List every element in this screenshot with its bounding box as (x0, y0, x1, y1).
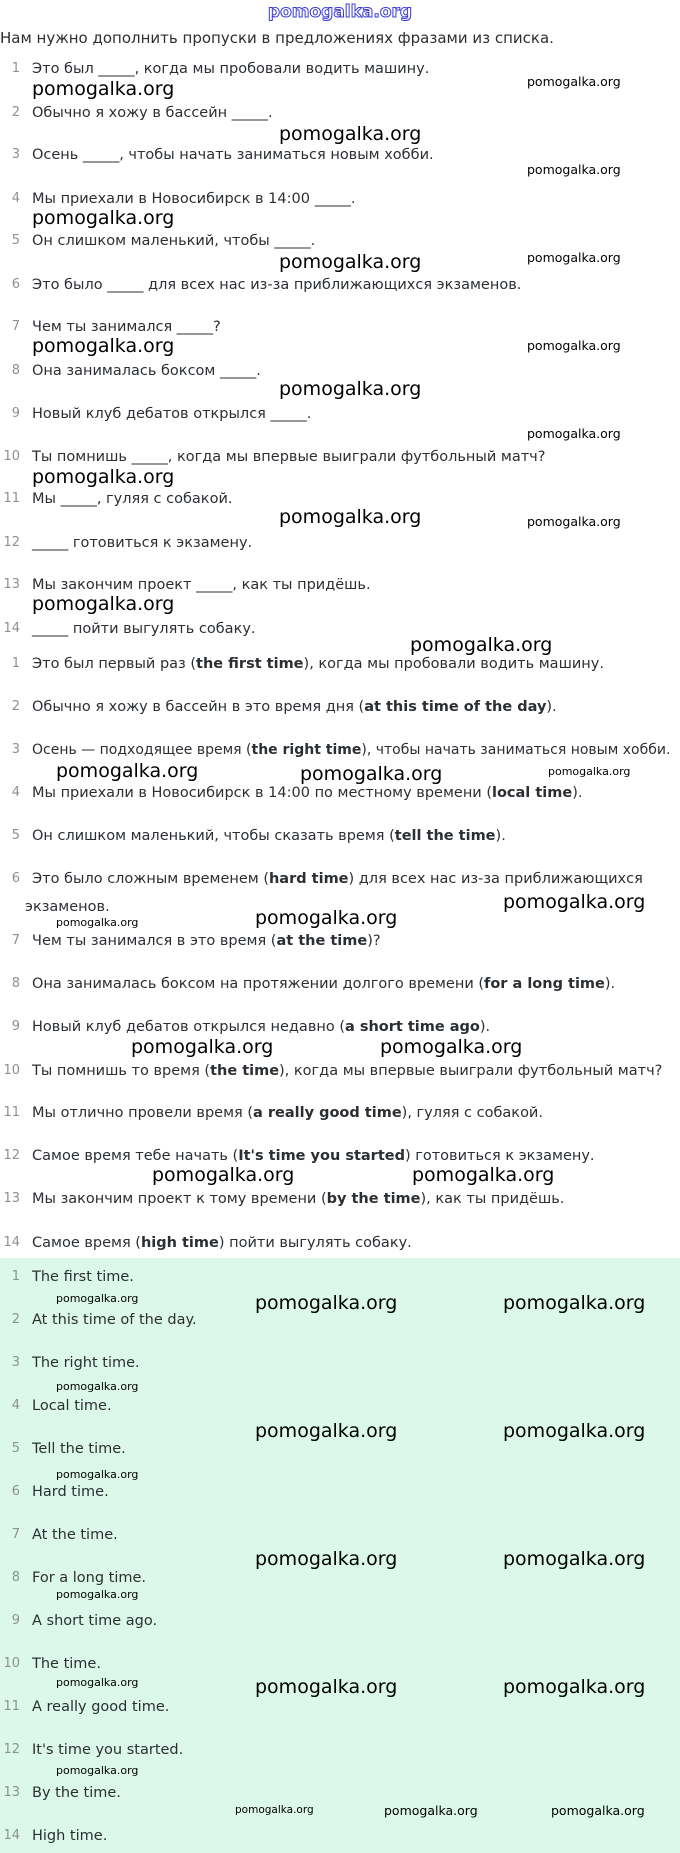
task-row (0, 618, 680, 640)
task-text: Осень _____, чтобы начать заниматься новым хобби. (32, 147, 434, 163)
solution-text: Ты помнишь то время (the time), когда мы впервые выиграли футбольный матч? (32, 1063, 663, 1079)
watermark: pomogalka.org (255, 1292, 398, 1314)
answer-phrase: high time (140, 1235, 219, 1251)
watermark: pomogalka.org (279, 506, 422, 528)
task-row (0, 230, 680, 252)
answer-text: For a long time. (32, 1570, 147, 1586)
answer-row (0, 1825, 680, 1847)
watermark: pomogalka.org (255, 907, 398, 929)
answer-text: The first time. (32, 1269, 134, 1285)
watermark: pomogalka.org (527, 338, 621, 353)
solution-row (0, 1232, 680, 1254)
task-text: Ты помнишь _____, когда мы впервые выиграли футбольный матч? (32, 449, 546, 465)
solution-row (0, 782, 680, 804)
solution-row (0, 825, 680, 847)
solution-row (0, 739, 680, 761)
watermark: pomogalka.org (503, 1676, 646, 1698)
watermark: pomogalka.org (527, 74, 621, 89)
answer-phrase: at the time (276, 933, 368, 949)
solution-number: 2 (11, 699, 20, 714)
task-row (0, 102, 680, 124)
solution-text: Мы отлично провели время (a really good time), гуляя с собакой. (32, 1105, 543, 1121)
task-text: Она занималась боксом _____. (32, 363, 261, 379)
task-text: Он слишком маленький, чтобы _____. (32, 233, 316, 249)
solution-number: 12 (3, 1148, 20, 1163)
watermark: pomogalka.org (279, 123, 422, 145)
task-number: 3 (11, 147, 20, 162)
task-text: Обычно я хожу в бассейн _____. (32, 105, 273, 121)
answer-phrase: It's time you started (238, 1148, 405, 1164)
watermark: pomogalka.org (300, 763, 443, 785)
watermark: pomogalka.org (56, 1468, 139, 1481)
solution-row (0, 696, 680, 718)
task-row (0, 532, 680, 554)
watermark: pomogalka.org (503, 891, 646, 913)
watermark: pomogalka.org (56, 1676, 139, 1689)
watermark: pomogalka.org (503, 1292, 646, 1314)
watermark: pomogalka.org (235, 1804, 314, 1816)
watermark: pomogalka.org (56, 1292, 139, 1305)
task-text: _____ готовиться к экзамену. (32, 535, 253, 551)
task-text: Это был _____, когда мы пробовали водить машину. (32, 61, 430, 77)
task-number: 11 (3, 491, 20, 506)
answer-text: The right time. (32, 1355, 140, 1371)
answer-number: 14 (3, 1828, 20, 1843)
answer-number: 9 (11, 1613, 20, 1628)
solution-number: 6 (11, 871, 20, 886)
watermark: pomogalka.org (32, 207, 175, 229)
answer-text: By the time. (32, 1785, 121, 1801)
task-number: 4 (11, 191, 20, 206)
answer-row (0, 1524, 680, 1546)
answer-text: A short time ago. (32, 1613, 158, 1629)
watermark: pomogalka.org (56, 1764, 139, 1777)
task-number: 12 (3, 535, 20, 550)
solution-text: Мы приехали в Новосибирск в 14:00 по местному времени (local time). (32, 785, 583, 801)
answer-phrase: the time (210, 1063, 280, 1079)
answer-text: At the time. (32, 1527, 118, 1543)
answer-number: 2 (11, 1312, 20, 1327)
answer-phrase: tell the time (394, 828, 496, 844)
solution-text: Это было сложным временем (hard time) для всех нас из-за приближающихся (32, 871, 643, 887)
watermark: pomogalka.org (412, 1164, 555, 1186)
watermark: pomogalka.org (527, 514, 621, 529)
answer-number: 3 (11, 1355, 20, 1370)
watermark: pomogalka.org (279, 251, 422, 273)
answer-number: 5 (11, 1441, 20, 1456)
watermark: pomogalka.org (56, 1588, 139, 1601)
answer-phrase: the right time (251, 742, 362, 758)
answer-text: Tell the time. (32, 1441, 126, 1457)
watermark: pomogalka.org (56, 1380, 139, 1393)
answer-row (0, 1610, 680, 1632)
answer-text: Hard time. (32, 1484, 109, 1500)
answer-number: 7 (11, 1527, 20, 1542)
watermark: pomogalka.org (32, 335, 175, 357)
solution-text: Новый клуб дебатов открылся недавно (a short time ago). (32, 1019, 491, 1035)
task-number: 2 (11, 105, 20, 120)
solution-number: 1 (11, 656, 20, 671)
solution-number: 3 (11, 742, 20, 757)
task-number: 1 (11, 61, 20, 76)
solution-text: Она занималась боксом на протяжении долгого времени (for a long time). (32, 976, 616, 992)
watermark: pomogalka.org (503, 1420, 646, 1442)
task-text: Новый клуб дебатов открылся _____. (32, 406, 312, 422)
watermark: pomogalka.org (255, 1676, 398, 1698)
answer-text: It's time you started. (32, 1742, 184, 1758)
watermark: pomogalka.org (32, 78, 175, 100)
solution-number: 9 (11, 1019, 20, 1034)
answer-row (0, 1395, 680, 1417)
task-number: 9 (11, 406, 20, 421)
answer-row (0, 1266, 680, 1288)
answer-phrase: a short time ago (344, 1019, 480, 1035)
answer-number: 11 (3, 1699, 20, 1714)
answer-row (0, 1782, 680, 1804)
solution-number: 13 (3, 1191, 20, 1206)
watermark: pomogalka.org (152, 1164, 295, 1186)
task-text: Мы приехали в Новосибирск в 14:00 _____. (32, 191, 356, 207)
answer-phrase: by the time (326, 1191, 421, 1207)
answer-phrase: for a long time (484, 976, 605, 992)
solution-row (0, 1188, 680, 1210)
watermark: pomogalka.org (527, 250, 621, 265)
watermark: pomogalka.org (410, 634, 553, 656)
solution-row (0, 868, 680, 890)
task-text: _____ пойти выгулять собаку. (32, 621, 256, 637)
watermark: pomogalka.org (384, 1803, 478, 1818)
answer-row (0, 1696, 680, 1718)
answer-number: 13 (3, 1785, 20, 1800)
solution-text: Мы закончим проект к тому времени (by the time), как ты придёшь. (32, 1191, 565, 1207)
answer-phrase: hard time (268, 871, 349, 887)
watermark: pomogalka.org (255, 1548, 398, 1570)
instruction-text: Нам нужно дополнить пропуски в предложениях фразами из списка. (0, 29, 554, 47)
task-number: 10 (3, 449, 20, 464)
answer-row (0, 1653, 680, 1675)
answer-row (0, 1481, 680, 1503)
solution-text: Чем ты занимался в это время (at the time)? (32, 933, 381, 949)
answer-number: 4 (11, 1398, 20, 1413)
answer-number: 12 (3, 1742, 20, 1757)
solution-row (0, 1060, 680, 1082)
solution-row (0, 973, 680, 995)
solution-text-continued: экзаменов. (25, 899, 110, 915)
answer-text: Local time. (32, 1398, 112, 1414)
answer-phrase: local time (492, 785, 573, 801)
watermark: pomogalka.org (131, 1036, 274, 1058)
watermark: pomogalka.org (548, 765, 631, 778)
solution-row (0, 1016, 680, 1038)
solution-number: 5 (11, 828, 20, 843)
solution-row (0, 930, 680, 952)
solution-text: Обычно я хожу в бассейн в это время дня (at this time of the day). (32, 699, 557, 715)
answer-number: 1 (11, 1269, 20, 1284)
watermark: pomogalka.org (255, 1420, 398, 1442)
watermark: pomogalka.org (32, 593, 175, 615)
watermark: pomogalka.org (527, 162, 621, 177)
task-row (0, 446, 680, 468)
task-row (0, 274, 680, 296)
task-text: Это было _____ для всех нас из-за приближающихся экзаменов. (32, 277, 522, 293)
task-number: 5 (11, 233, 20, 248)
solution-number: 11 (3, 1105, 20, 1120)
task-text: Чем ты занимался _____? (32, 319, 221, 335)
solution-number: 10 (3, 1063, 20, 1078)
answer-number: 10 (3, 1656, 20, 1671)
watermark: pomogalka.org (527, 426, 621, 441)
solution-text: Он слишком маленький, чтобы сказать время (tell the time). (32, 828, 506, 844)
task-number: 7 (11, 319, 20, 334)
answer-number: 6 (11, 1484, 20, 1499)
answer-number: 8 (11, 1570, 20, 1585)
watermark: pomogalka.org (56, 760, 199, 782)
solution-text: Это был первый раз (the first time), когда мы пробовали водить машину. (32, 656, 604, 672)
solution-text: Осень — подходящее время (the right time), чтобы начать заниматься новым хобби. (32, 742, 671, 758)
answer-text: High time. (32, 1828, 108, 1844)
solution-number: 7 (11, 933, 20, 948)
watermark: pomogalka.org (380, 1036, 523, 1058)
solution-number: 4 (11, 785, 20, 800)
task-text: Мы закончим проект _____, как ты придёшь. (32, 577, 371, 593)
solution-row (0, 1102, 680, 1124)
answer-phrase: at this time of the day (364, 699, 547, 715)
watermark: pomogalka.org (32, 466, 175, 488)
watermark: pomogalka.org (279, 378, 422, 400)
solution-number: 8 (11, 976, 20, 991)
solution-text: Самое время тебе начать (It's time you started) готовиться к экзамену. (32, 1148, 595, 1164)
task-row (0, 403, 680, 425)
answer-row (0, 1739, 680, 1761)
answer-row (0, 1352, 680, 1374)
watermark: pomogalka.org (551, 1803, 645, 1818)
answer-text: At this time of the day. (32, 1312, 197, 1328)
solution-number: 14 (3, 1235, 20, 1250)
site-header-logo: pomogalka.org (267, 2, 413, 22)
answer-text: A really good time. (32, 1699, 170, 1715)
watermark: pomogalka.org (56, 916, 139, 929)
solution-row (0, 653, 680, 675)
solution-text: Самое время (high time) пойти выгулять собаку. (32, 1235, 412, 1251)
task-number: 14 (3, 621, 20, 636)
task-text: Мы _____, гуляя с собакой. (32, 491, 233, 507)
answer-text: The time. (32, 1656, 101, 1672)
task-number: 6 (11, 277, 20, 292)
solution-row (0, 1145, 680, 1167)
watermark: pomogalka.org (503, 1548, 646, 1570)
answer-phrase: the first time (196, 656, 304, 672)
task-number: 13 (3, 577, 20, 592)
answer-phrase: a really good time (253, 1105, 402, 1121)
task-number: 8 (11, 363, 20, 378)
answer-row (0, 1567, 680, 1589)
